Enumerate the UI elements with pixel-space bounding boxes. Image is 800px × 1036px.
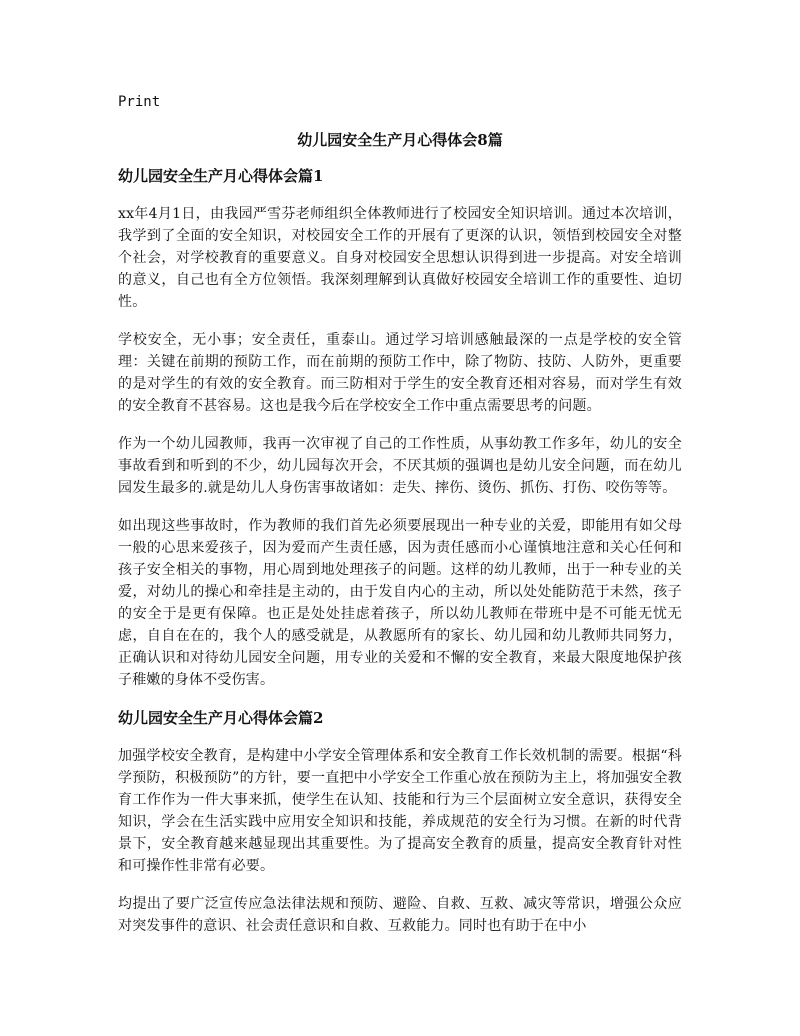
paragraph: 作为一个幼儿园教师，我再一次审视了自己的工作性质，从事幼教工作多年，幼儿的安全事故看到和听到的不少，幼儿园每次开会，不厌其烦的强调也是幼儿安全问题，而在幼儿园发生最多的.就是幼儿人身伤害事故诸如：走失、摔伤、烫伤、抓伤、打伤、咬伤等等。 — [118, 436, 682, 496]
section-heading-1: 幼儿园安全生产月心得体会篇1 — [118, 167, 324, 185]
paragraph: 均提出了要广泛宣传应急法律法规和预防、避险、自救、互救、减灾等常识，增强公众应对突发事件的意识、社会责任意识和自救、互救能力。同时也有助于在中小 — [118, 896, 682, 934]
paragraph: 加强学校安全教育，是构建中小学安全管理体系和安全教育工作长效机制的需要。根据“科学预防，积极预防”的方针，要一直把中小学安全工作重心放在预防为主上，将加强安全教育工作作为一件大事来抓，使学生在认知、技能和行为三个层面树立安全意识，获得安全知识，学会在生活实践中应用安全知识和技能，养成规范的安全行为习惯。在新的时代背景下，安全教育越来越显现出其重要性。为了提高安全教育的质量，提高安全教育针对性和可操作性非常有必要。 — [118, 748, 682, 874]
section-heading-2: 幼儿园安全生产月心得体会篇2 — [118, 709, 324, 727]
paragraph: 如出现这些事故时，作为教师的我们首先必须要展现出一种专业的关爱，即能用有如父母一般的心思来爱孩子，因为爱而产生责任感，因为责任感而小心谨慎地注意和关心任何和孩子安全相关的事物，用心周到地处理孩子的问题。这样的幼儿教师，出于一种专业的关爱，对幼儿的操心和牵挂是主动的，由于发自内心的主动，所以处处能防范于未然，孩子的安全于是更有保障。也正是处处挂虑着孩子，所以幼儿教师在带班中是不可能无忧无虑，自自在在的，我个人的感受就是，从教愿所有的家长、幼儿园和幼儿教师共同努力，正确认识和对待幼儿园安全问题，用专业的关爱和不懈的安全教育，来最大限度地保护孩子稚嫩的身体不受伤害。 — [118, 518, 682, 688]
print-label: Print — [118, 94, 161, 110]
paragraph: xx年4月1日，由我园严雪芬老师组织全体教师进行了校园安全知识培训。通过本次培训，我学到了全面的安全知识，对校园安全工作的开展有了更深的认识，领悟到校园安全对整个社会，对学校教育的重要意义。自身对校园安全思想认识得到进一步提高。对安全培训的意义，自己也有全方位领悟。我深刻理解到认真做好校园安全培训工作的重要性、迫切性。 — [118, 206, 682, 310]
document-title: 幼儿园安全生产月心得体会8篇 — [297, 131, 503, 149]
paragraph: 学校安全，无小事；安全责任，重泰山。通过学习培训感触最深的一点是学校的安全管理：关键在前期的预防工作，而在前期的预防工作中，除了物防、技防、人防外，更重要的是对学生的有效的安全教育。而三防相对于学生的安全教育还相对容易，而对学生有效的安全教育不甚容易。这也是我今后在学校安全工作中重点需要思考的问题。 — [118, 332, 682, 414]
